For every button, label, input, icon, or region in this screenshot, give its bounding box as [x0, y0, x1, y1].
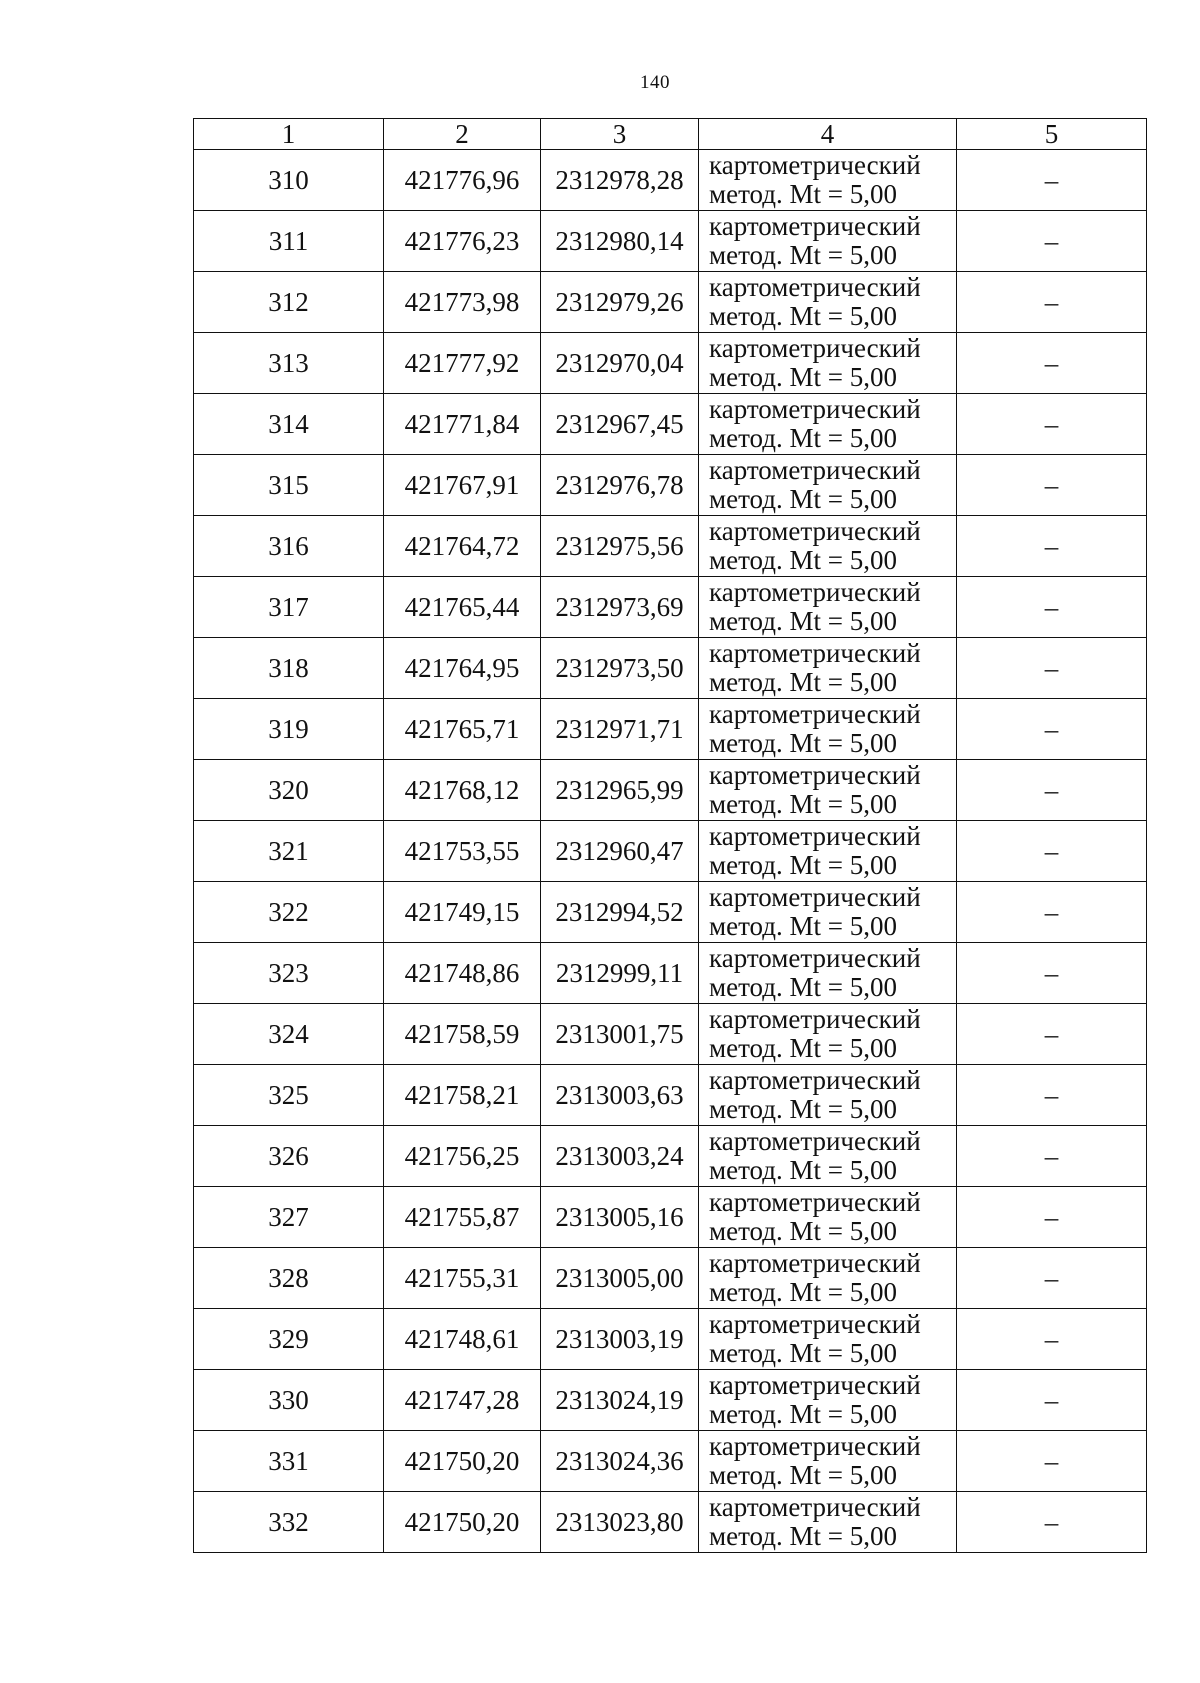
- x-coordinate-cell: 421764,72: [384, 516, 541, 577]
- method-accuracy: метод. Mt = 5,00: [709, 789, 897, 819]
- header-cell-3: 3: [541, 119, 699, 150]
- method-accuracy: метод. Mt = 5,00: [709, 484, 897, 514]
- x-coordinate-cell: 421756,25: [384, 1126, 541, 1187]
- y-coordinate-cell: 2312979,26: [541, 272, 699, 333]
- point-number-cell: 329: [194, 1309, 384, 1370]
- point-number-cell: 311: [194, 211, 384, 272]
- method-cell: [699, 150, 957, 211]
- x-coordinate-cell: 421750,20: [384, 1431, 541, 1492]
- page-number: 140: [640, 72, 670, 93]
- description-cell: –: [957, 699, 1147, 760]
- method-name: картометрический: [709, 1065, 921, 1095]
- table-row: [194, 150, 1147, 211]
- description-cell: –: [957, 1187, 1147, 1248]
- y-coordinate-cell: 2312970,04: [541, 333, 699, 394]
- x-coordinate-cell: 421777,92: [384, 333, 541, 394]
- description-cell: –: [957, 516, 1147, 577]
- point-number-cell: 322: [194, 882, 384, 943]
- method-cell: [699, 1309, 957, 1370]
- method-name: картометрический: [709, 1004, 921, 1034]
- y-coordinate-cell: 2313003,19: [541, 1309, 699, 1370]
- method-accuracy: метод. Mt = 5,00: [709, 1277, 897, 1307]
- point-number-cell: 323: [194, 943, 384, 1004]
- method-name: картометрический: [709, 516, 921, 546]
- table-row: [194, 1431, 1147, 1492]
- table-row: [194, 821, 1147, 882]
- table-row: [194, 1004, 1147, 1065]
- table-row: [194, 577, 1147, 638]
- description-cell: –: [957, 1370, 1147, 1431]
- method-name: картометрический: [709, 577, 921, 607]
- method-accuracy: метод. Mt = 5,00: [709, 179, 897, 209]
- x-coordinate-cell: 421765,44: [384, 577, 541, 638]
- method-cell: [699, 882, 957, 943]
- method-cell: [699, 455, 957, 516]
- method-cell: [699, 1065, 957, 1126]
- x-coordinate-cell: 421755,87: [384, 1187, 541, 1248]
- description-cell: –: [957, 760, 1147, 821]
- x-coordinate-cell: 421749,15: [384, 882, 541, 943]
- method-name: картометрический: [709, 1248, 921, 1278]
- description-cell: –: [957, 211, 1147, 272]
- x-coordinate-cell: 421747,28: [384, 1370, 541, 1431]
- description-cell: –: [957, 272, 1147, 333]
- x-coordinate-cell: 421758,21: [384, 1065, 541, 1126]
- table-row: [194, 1187, 1147, 1248]
- method-cell: [699, 760, 957, 821]
- description-cell: –: [957, 1248, 1147, 1309]
- method-accuracy: метод. Mt = 5,00: [709, 850, 897, 880]
- table-row: [194, 943, 1147, 1004]
- y-coordinate-cell: 2312967,45: [541, 394, 699, 455]
- method-cell: [699, 638, 957, 699]
- method-cell: [699, 1492, 957, 1553]
- point-number-cell: 319: [194, 699, 384, 760]
- description-cell: –: [957, 1065, 1147, 1126]
- table-row: [194, 699, 1147, 760]
- x-coordinate-cell: 421755,31: [384, 1248, 541, 1309]
- method-cell: [699, 1004, 957, 1065]
- method-accuracy: метод. Mt = 5,00: [709, 1460, 897, 1490]
- table-row: [194, 1309, 1147, 1370]
- x-coordinate-cell: 421767,91: [384, 455, 541, 516]
- method-cell: [699, 272, 957, 333]
- description-cell: –: [957, 455, 1147, 516]
- y-coordinate-cell: 2312978,28: [541, 150, 699, 211]
- method-cell: [699, 1248, 957, 1309]
- table-row: [194, 455, 1147, 516]
- coordinates-table: [193, 118, 1147, 1553]
- method-accuracy: метод. Mt = 5,00: [709, 1216, 897, 1246]
- x-coordinate-cell: 421748,61: [384, 1309, 541, 1370]
- method-name: картометрический: [709, 943, 921, 973]
- method-accuracy: метод. Mt = 5,00: [709, 667, 897, 697]
- y-coordinate-cell: 2312973,69: [541, 577, 699, 638]
- description-cell: –: [957, 821, 1147, 882]
- method-name: картометрический: [709, 1492, 921, 1522]
- table-body: [194, 150, 1147, 1553]
- x-coordinate-cell: 421758,59: [384, 1004, 541, 1065]
- table-row: [194, 211, 1147, 272]
- header-row: [194, 119, 1147, 150]
- point-number-cell: 332: [194, 1492, 384, 1553]
- method-cell: [699, 394, 957, 455]
- description-cell: –: [957, 943, 1147, 1004]
- y-coordinate-cell: 2312980,14: [541, 211, 699, 272]
- table-row: [194, 1492, 1147, 1553]
- point-number-cell: 330: [194, 1370, 384, 1431]
- description-cell: –: [957, 394, 1147, 455]
- x-coordinate-cell: 421748,86: [384, 943, 541, 1004]
- table-header: [194, 119, 1147, 150]
- header-cell-2: 2: [384, 119, 541, 150]
- method-cell: [699, 1370, 957, 1431]
- y-coordinate-cell: 2312965,99: [541, 760, 699, 821]
- method-name: картометрический: [709, 821, 921, 851]
- header-cell-1: 1: [194, 119, 384, 150]
- point-number-cell: 316: [194, 516, 384, 577]
- method-name: картометрический: [709, 760, 921, 790]
- table-row: [194, 333, 1147, 394]
- method-name: картометрический: [709, 882, 921, 912]
- method-cell: [699, 211, 957, 272]
- method-accuracy: метод. Mt = 5,00: [709, 1033, 897, 1063]
- x-coordinate-cell: 421776,96: [384, 150, 541, 211]
- method-accuracy: метод. Mt = 5,00: [709, 362, 897, 392]
- method-name: картометрический: [709, 394, 921, 424]
- method-accuracy: метод. Mt = 5,00: [709, 972, 897, 1002]
- y-coordinate-cell: 2313005,16: [541, 1187, 699, 1248]
- method-cell: [699, 1431, 957, 1492]
- header-cell-4: 4: [699, 119, 957, 150]
- point-number-cell: 326: [194, 1126, 384, 1187]
- point-number-cell: 324: [194, 1004, 384, 1065]
- point-number-cell: 313: [194, 333, 384, 394]
- point-number-cell: 325: [194, 1065, 384, 1126]
- method-name: картометрический: [709, 699, 921, 729]
- method-cell: [699, 1126, 957, 1187]
- table-row: [194, 394, 1147, 455]
- y-coordinate-cell: 2312999,11: [541, 943, 699, 1004]
- description-cell: –: [957, 638, 1147, 699]
- method-accuracy: метод. Mt = 5,00: [709, 1338, 897, 1368]
- table-row: [194, 638, 1147, 699]
- method-cell: [699, 333, 957, 394]
- x-coordinate-cell: 421765,71: [384, 699, 541, 760]
- method-accuracy: метод. Mt = 5,00: [709, 423, 897, 453]
- method-name: картометрический: [709, 1431, 921, 1461]
- table-row: [194, 760, 1147, 821]
- method-cell: [699, 516, 957, 577]
- point-number-cell: 312: [194, 272, 384, 333]
- description-cell: –: [957, 1126, 1147, 1187]
- method-accuracy: метод. Mt = 5,00: [709, 728, 897, 758]
- point-number-cell: 315: [194, 455, 384, 516]
- x-coordinate-cell: 421768,12: [384, 760, 541, 821]
- point-number-cell: 310: [194, 150, 384, 211]
- x-coordinate-cell: 421753,55: [384, 821, 541, 882]
- description-cell: –: [957, 1431, 1147, 1492]
- method-cell: [699, 943, 957, 1004]
- description-cell: –: [957, 1309, 1147, 1370]
- method-accuracy: метод. Mt = 5,00: [709, 1521, 897, 1551]
- method-cell: [699, 699, 957, 760]
- description-cell: –: [957, 882, 1147, 943]
- header-cell-5: 5: [957, 119, 1147, 150]
- method-accuracy: метод. Mt = 5,00: [709, 545, 897, 575]
- description-cell: –: [957, 577, 1147, 638]
- method-name: картометрический: [709, 1309, 921, 1339]
- point-number-cell: 328: [194, 1248, 384, 1309]
- method-accuracy: метод. Mt = 5,00: [709, 1094, 897, 1124]
- table-row: [194, 1370, 1147, 1431]
- table-row: [194, 1065, 1147, 1126]
- method-accuracy: метод. Mt = 5,00: [709, 240, 897, 270]
- method-accuracy: метод. Mt = 5,00: [709, 1399, 897, 1429]
- method-name: картометрический: [709, 1187, 921, 1217]
- x-coordinate-cell: 421764,95: [384, 638, 541, 699]
- table-row: [194, 882, 1147, 943]
- y-coordinate-cell: 2312976,78: [541, 455, 699, 516]
- x-coordinate-cell: 421771,84: [384, 394, 541, 455]
- y-coordinate-cell: 2313001,75: [541, 1004, 699, 1065]
- table-row: [194, 272, 1147, 333]
- method-name: картометрический: [709, 211, 921, 241]
- point-number-cell: 317: [194, 577, 384, 638]
- table-row: [194, 1126, 1147, 1187]
- point-number-cell: 320: [194, 760, 384, 821]
- method-name: картометрический: [709, 455, 921, 485]
- y-coordinate-cell: 2312960,47: [541, 821, 699, 882]
- description-cell: –: [957, 333, 1147, 394]
- method-accuracy: метод. Mt = 5,00: [709, 1155, 897, 1185]
- method-name: картометрический: [709, 638, 921, 668]
- y-coordinate-cell: 2312975,56: [541, 516, 699, 577]
- method-accuracy: метод. Mt = 5,00: [709, 301, 897, 331]
- description-cell: –: [957, 1492, 1147, 1553]
- y-coordinate-cell: 2313024,36: [541, 1431, 699, 1492]
- method-cell: [699, 577, 957, 638]
- x-coordinate-cell: 421776,23: [384, 211, 541, 272]
- method-accuracy: метод. Mt = 5,00: [709, 606, 897, 636]
- x-coordinate-cell: 421750,20: [384, 1492, 541, 1553]
- point-number-cell: 331: [194, 1431, 384, 1492]
- point-number-cell: 327: [194, 1187, 384, 1248]
- method-name: картометрический: [709, 1126, 921, 1156]
- point-number-cell: 318: [194, 638, 384, 699]
- y-coordinate-cell: 2313003,24: [541, 1126, 699, 1187]
- y-coordinate-cell: 2312971,71: [541, 699, 699, 760]
- method-name: картометрический: [709, 1370, 921, 1400]
- y-coordinate-cell: 2313024,19: [541, 1370, 699, 1431]
- description-cell: –: [957, 150, 1147, 211]
- method-name: картометрический: [709, 333, 921, 363]
- y-coordinate-cell: 2312973,50: [541, 638, 699, 699]
- y-coordinate-cell: 2313005,00: [541, 1248, 699, 1309]
- y-coordinate-cell: 2313003,63: [541, 1065, 699, 1126]
- x-coordinate-cell: 421773,98: [384, 272, 541, 333]
- point-number-cell: 321: [194, 821, 384, 882]
- point-number-cell: 314: [194, 394, 384, 455]
- y-coordinate-cell: 2312994,52: [541, 882, 699, 943]
- method-cell: [699, 821, 957, 882]
- method-cell: [699, 1187, 957, 1248]
- method-name: картометрический: [709, 272, 921, 302]
- description-cell: –: [957, 1004, 1147, 1065]
- y-coordinate-cell: 2313023,80: [541, 1492, 699, 1553]
- table-row: [194, 1248, 1147, 1309]
- table-row: [194, 516, 1147, 577]
- method-accuracy: метод. Mt = 5,00: [709, 911, 897, 941]
- method-name: картометрический: [709, 150, 921, 180]
